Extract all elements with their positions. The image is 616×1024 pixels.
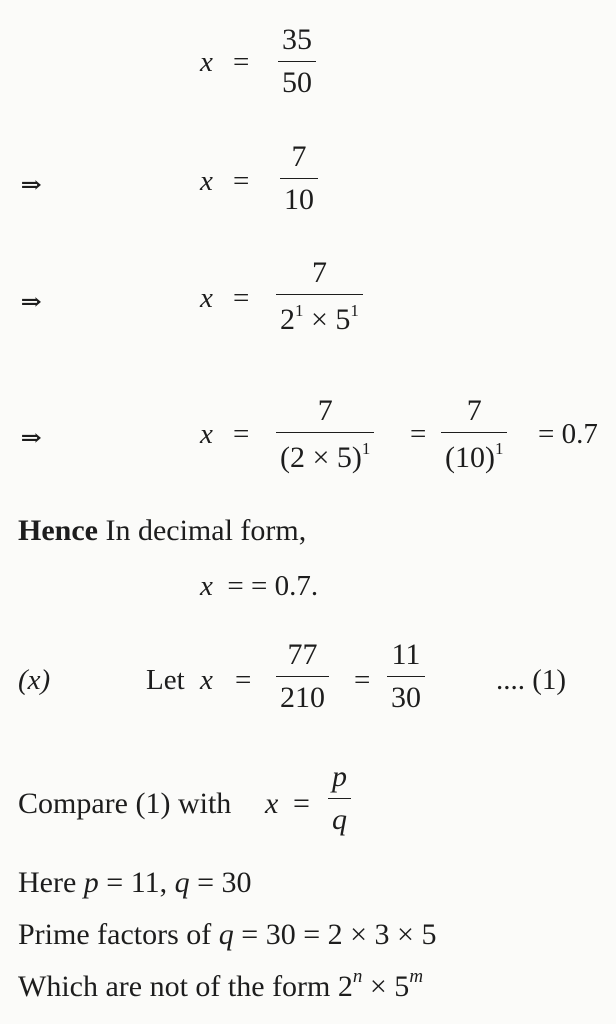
- step1-denominator: 50: [278, 61, 316, 98]
- step4-fraction-2: [441, 396, 507, 473]
- step2-fraction: [280, 142, 318, 215]
- let-text: Let: [146, 664, 185, 696]
- part-f2-denominator: 30: [387, 676, 425, 713]
- step2-numerator: 7: [291, 140, 307, 173]
- hence-line: Hence In decimal form,: [18, 514, 307, 547]
- part-f2-numerator: 11: [391, 638, 421, 671]
- step4-f2-denominator: $(10)^1$: [441, 432, 507, 473]
- part-equals: =: [235, 664, 252, 696]
- part-fraction-2: [387, 640, 425, 713]
- step3-var: x: [200, 282, 213, 314]
- which-line: Which are not of the form $2^n \times 5^m$: [18, 966, 424, 1003]
- step2-equals: =: [233, 165, 250, 197]
- step3-fraction: [276, 258, 363, 335]
- step4-var: x: [200, 418, 213, 450]
- step3-equals: =: [233, 282, 250, 314]
- compare-equals: =: [293, 787, 310, 820]
- step1-fraction: [278, 25, 316, 98]
- step2-var: x: [200, 165, 213, 197]
- step4-f1-numerator: 7: [317, 394, 333, 427]
- step2-denominator: 10: [280, 178, 318, 215]
- part-fraction-1: [276, 640, 329, 713]
- compare-text: Compare (1) with: [18, 787, 232, 820]
- compare-denominator: q: [328, 798, 351, 835]
- step3-numerator: 7: [311, 256, 327, 289]
- implies-arrow-icon: ⇒: [20, 289, 42, 314]
- compare-var: x: [265, 787, 279, 820]
- compare-fraction: [328, 762, 351, 835]
- step4-f2-numerator: 7: [466, 394, 482, 427]
- implies-arrow-icon: ⇒: [20, 425, 42, 450]
- part-var: x: [200, 664, 213, 696]
- step1-equals: =: [233, 46, 250, 78]
- step3-denominator: $2^1 \times 5^1$: [276, 294, 363, 335]
- step1-var: x: [200, 46, 213, 78]
- step4-equals: =: [233, 418, 250, 450]
- step1-numerator: 35: [282, 23, 312, 56]
- part-f1-denominator: 210: [276, 676, 329, 713]
- part-label: (x): [18, 664, 51, 696]
- equation-ref: .... (1): [496, 664, 567, 696]
- here-line: Here p = 11, q = 30: [18, 866, 252, 899]
- part-f1-numerator: 77: [287, 638, 318, 671]
- prime-factors-line: Prime factors of q = 30 = 2 × 3 × 5: [18, 918, 437, 951]
- step4-equals-2: =: [410, 418, 427, 450]
- decimal-form-line: x = = 0.7.: [200, 570, 319, 602]
- part-equals-2: =: [354, 664, 371, 696]
- step4-fraction-1: [276, 396, 374, 473]
- implies-arrow-icon: ⇒: [20, 172, 42, 197]
- step4-result: = 0.7: [538, 418, 598, 450]
- step4-f1-denominator: $(2 \times 5)^1$: [276, 432, 374, 473]
- compare-numerator: p: [332, 760, 347, 793]
